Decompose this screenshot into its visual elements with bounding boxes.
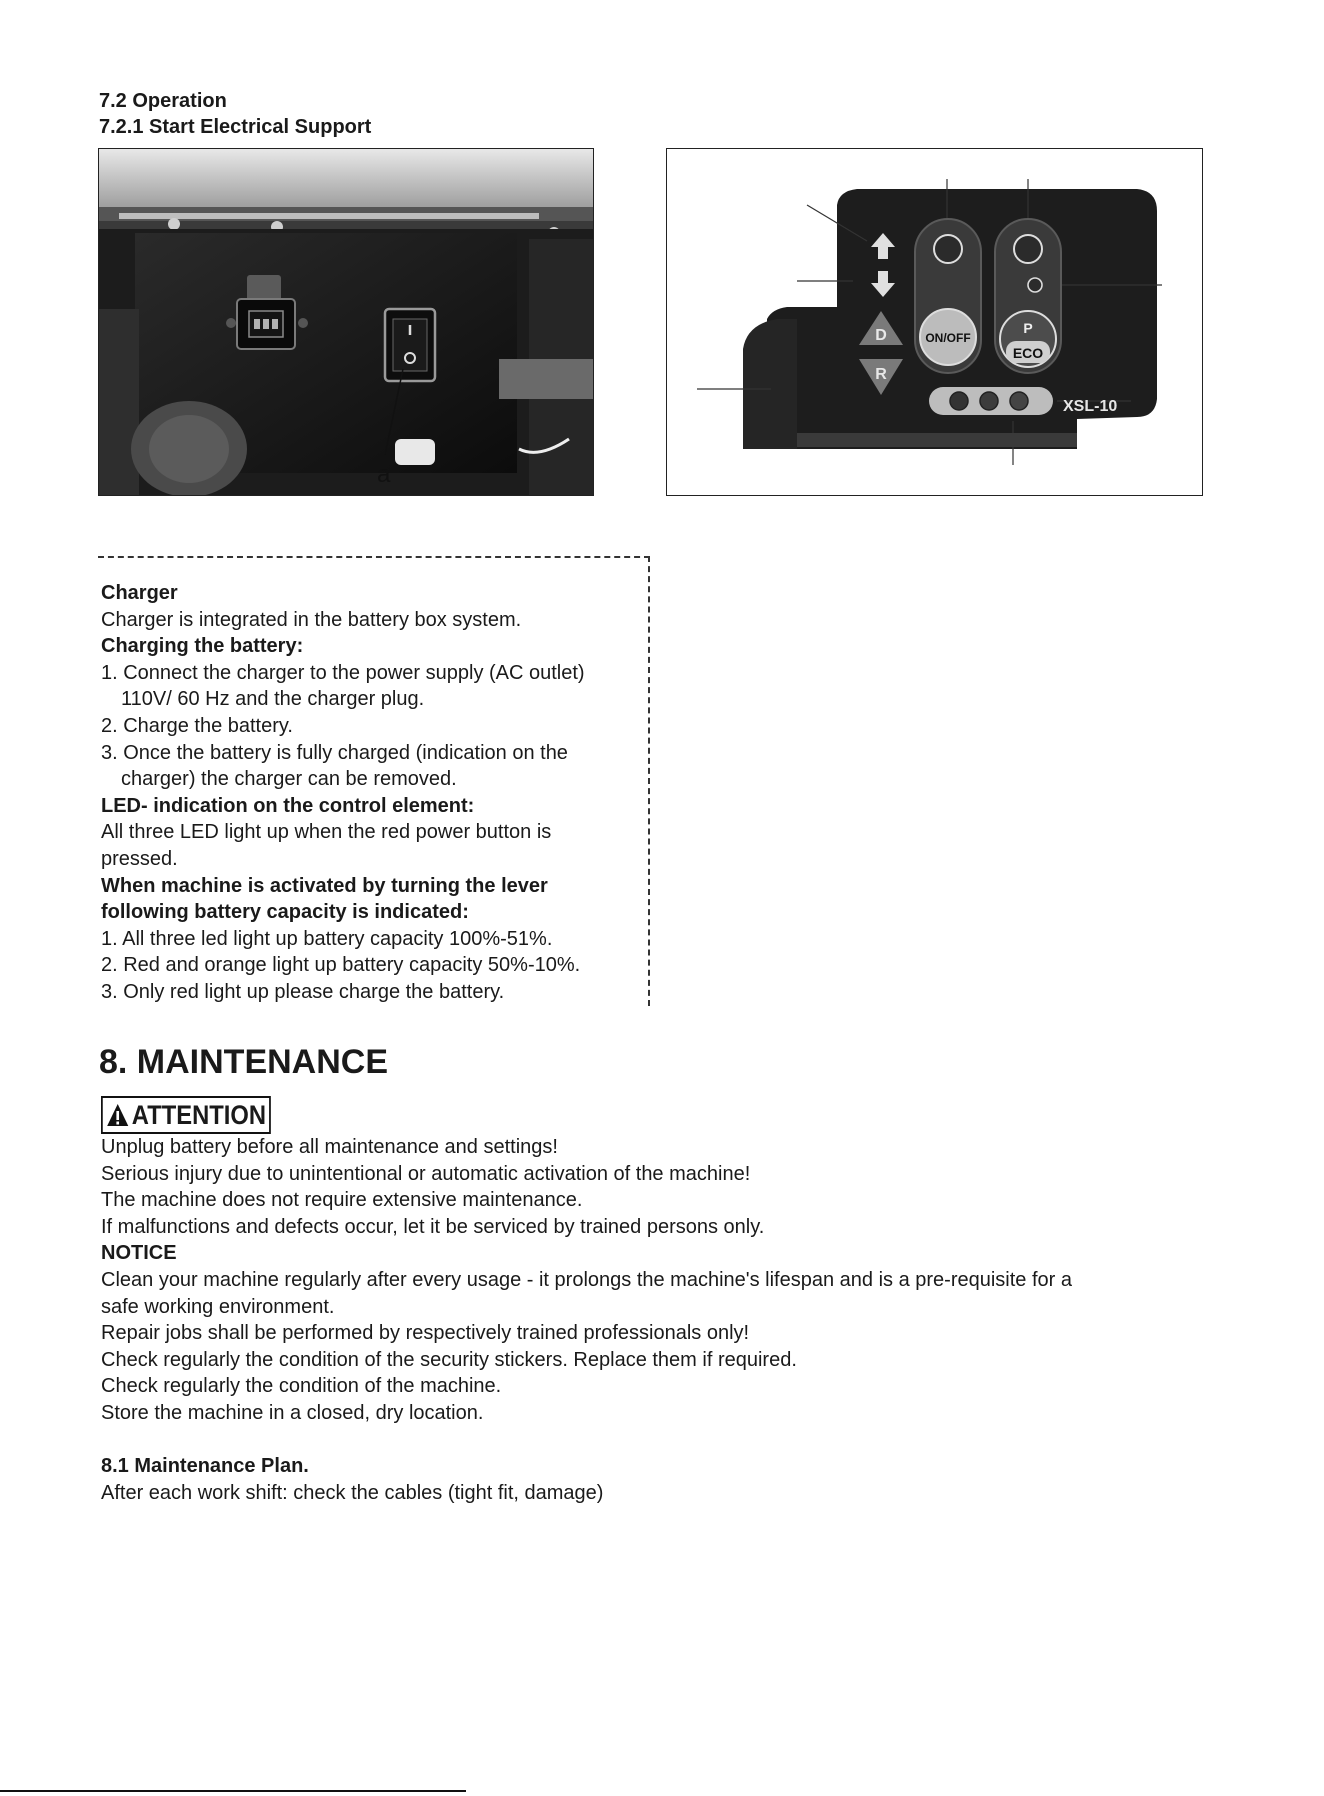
charger-line: 1. All three led light up battery capacity 100%-51%.	[101, 927, 553, 950]
charger-line: 3. Only red light up please charge the battery.	[101, 980, 505, 1003]
charger-line: Charger	[101, 582, 178, 604]
section-heading-operation: 7.2 Operation	[99, 90, 227, 112]
maintenance-plan-text: After each work shift: check the cables (tight fit, damage)	[101, 1482, 604, 1504]
charger-line: following battery capacity is indicated:	[101, 901, 469, 924]
charger-line: 2. Charge the battery.	[101, 714, 293, 737]
charger-line: 1. Connect the charger to the power supply (AC outlet)	[101, 661, 585, 684]
charger-line: Charging the battery:	[101, 635, 304, 658]
maintenance-line: safe working environment.	[101, 1295, 335, 1318]
btn-r-label: R	[875, 366, 887, 383]
maintenance-line: If malfunctions and defects occur, let it be serviced by trained persons only.	[101, 1215, 765, 1238]
attention-text: ATTENTION	[131, 1100, 266, 1130]
control-panel-illustration	[667, 149, 1202, 495]
charger-line: LED- indication on the control element:	[101, 794, 475, 817]
btn-eco-label: ECO	[1012, 345, 1044, 361]
model-label: XSL-10	[1063, 398, 1118, 415]
btn-p-label: P	[1023, 320, 1033, 336]
maintenance-line: The machine does not require extensive maintenance.	[101, 1189, 583, 1212]
control-element-figure	[666, 148, 1203, 496]
battery-box-illustration	[99, 149, 593, 495]
maintenance-heading: 8. MAINTENANCE	[99, 1043, 389, 1081]
footer-rule	[0, 1790, 466, 1792]
notice-heading: NOTICE	[101, 1242, 177, 1265]
charger-line: 110V/ 60 Hz and the charger plug.	[121, 688, 425, 711]
attention-label	[101, 1096, 294, 1134]
maintenance-line: Check regularly the condition of the security stickers. Replace them if required.	[101, 1348, 797, 1371]
section-heading-start-electrical-support: 7.2.1 Start Electrical Support	[99, 116, 372, 138]
charger-line: charger) the charger can be removed.	[121, 768, 457, 791]
maintenance-text	[101, 1134, 1221, 1427]
charger-line: 3. Once the battery is fully charged (indication on the	[101, 741, 568, 764]
charger-line: When machine is activated by turning the lever	[101, 874, 548, 897]
maintenance-line: Clean your machine regularly after every usage - it prolongs the machine's lifespan and is a pre-requisite for a	[101, 1268, 1072, 1291]
btn-d-label: D	[875, 327, 887, 344]
charger-line: 2. Red and orange light up battery capacity 50%-10%.	[101, 954, 581, 977]
charger-line: All three LED light up when the red power button is	[101, 821, 552, 844]
charger-line: pressed.	[101, 847, 178, 870]
maintenance-line: Unplug battery before all maintenance and settings!	[101, 1136, 558, 1158]
btn-onoff-label: ON/OFF	[925, 331, 971, 345]
label-a: a	[377, 461, 391, 488]
charger-line: Charger is integrated in the battery box system.	[101, 608, 522, 631]
maintenance-plan-heading: 8.1 Maintenance Plan.	[101, 1455, 309, 1477]
maintenance-line: Check regularly the condition of the machine.	[101, 1375, 502, 1398]
maintenance-line: Store the machine in a closed, dry location.	[101, 1401, 484, 1424]
maintenance-line: Serious injury due to unintentional or automatic activation of the machine!	[101, 1162, 751, 1185]
battery-box-photo	[98, 148, 594, 496]
maintenance-line: Repair jobs shall be performed by respectively trained professionals only!	[101, 1322, 750, 1345]
charger-info-text	[101, 580, 641, 1006]
warning-triangle-icon	[106, 1103, 129, 1127]
